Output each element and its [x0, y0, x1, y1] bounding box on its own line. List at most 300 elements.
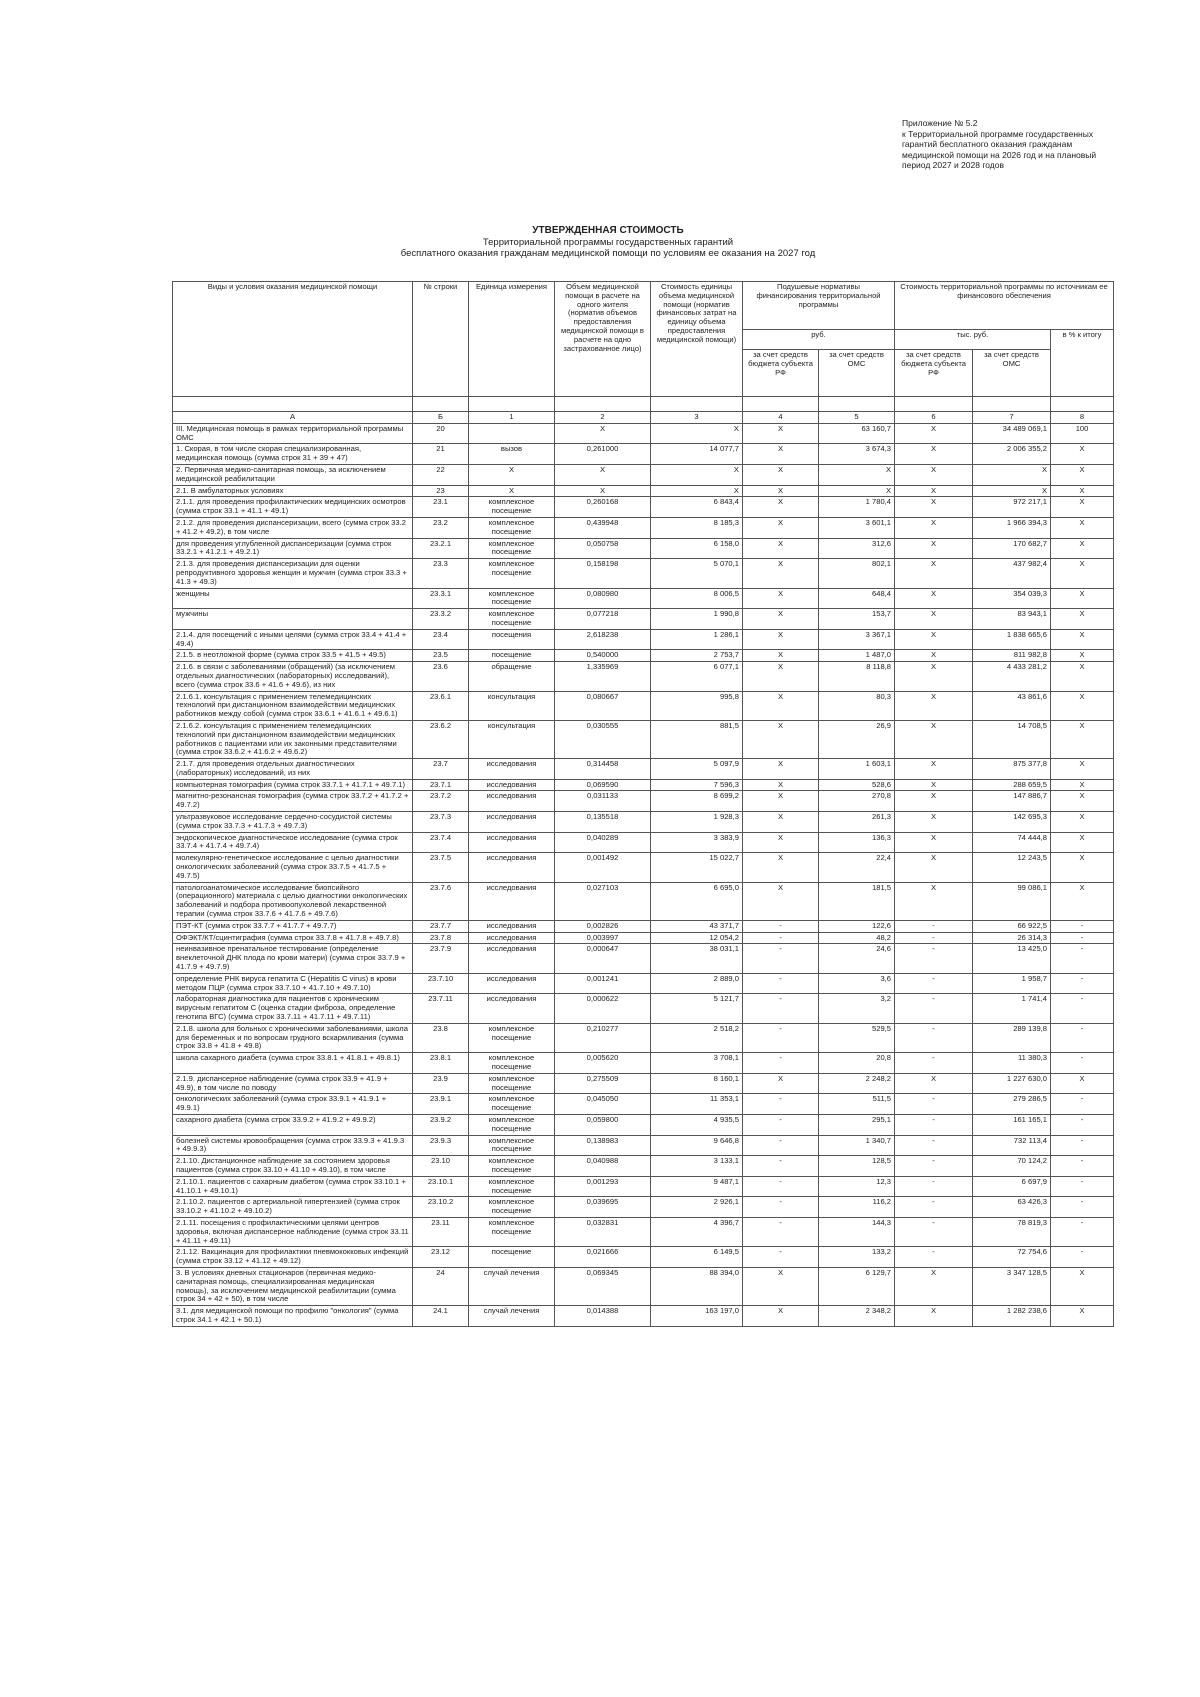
cell-percent: - — [1051, 932, 1114, 944]
cell-unit-cost: 2 518,2 — [651, 1023, 743, 1052]
cell-oms-cost: 3 347 128,5 — [973, 1267, 1051, 1305]
cell-row-number: 23.9.3 — [413, 1135, 469, 1156]
cell-percent: - — [1051, 944, 1114, 973]
table-row — [173, 720, 1114, 758]
cell-unit-cost: 11 353,1 — [651, 1094, 743, 1115]
cell-budget-cost: X — [895, 538, 973, 559]
table-row — [173, 779, 1114, 791]
cell-unit: комплексное посещение — [469, 1176, 555, 1197]
cost-table — [172, 281, 1114, 1327]
cell-row-number: 21 — [413, 444, 469, 465]
cell-oms-cost: 2 006 355,2 — [973, 444, 1051, 465]
cell-unit-cost: 6 077,1 — [651, 662, 743, 691]
cell-unit-cost: 8 699,2 — [651, 791, 743, 812]
cell-oms-cost: 972 217,1 — [973, 497, 1051, 518]
cell-kind: патологоанатомическое исследование биопсийного (операционного) материала с целью диагностики онкологических заболеваний и подбора противоопухолевой лекарственной терапии (сумма строк 33.7.6 + 41.7.6 + 49.7.6) — [173, 882, 413, 920]
cell-volume: 0,210277 — [555, 1023, 651, 1052]
cell-unit: исследования — [469, 920, 555, 932]
cell-oms-per-capita: 144,3 — [819, 1217, 895, 1246]
table-row — [173, 1306, 1114, 1327]
cell-budget-cost: X — [895, 497, 973, 518]
cell-unit: X — [469, 485, 555, 497]
cell-unit: исследования — [469, 994, 555, 1023]
cell-oms-per-capita: 133,2 — [819, 1247, 895, 1268]
cell-volume: 0,000647 — [555, 944, 651, 973]
cell-row-number: 23.7 — [413, 759, 469, 780]
header-oms: за счет средств ОМС — [819, 350, 895, 397]
table-row — [173, 1247, 1114, 1268]
table-row — [173, 423, 1114, 444]
cell-oms-cost: 4 433 281,2 — [973, 662, 1051, 691]
header-unit-cost: Стоимость единицы объема медицинской помощи (норматив финансовых затрат на единицу объема предоставления медицинской помощи) — [651, 282, 743, 397]
cell-kind: ультразвуковое исследование сердечно-сосудистой системы (сумма строк 33.7.3 + 41.7.3 + 49.7.3) — [173, 812, 413, 833]
cell-kind: болезней системы кровообращения (сумма строк 33.9.3 + 41.9.3 + 49.9.3) — [173, 1135, 413, 1156]
cell-row-number: 23.8 — [413, 1023, 469, 1052]
cell-oms-cost: 289 139,8 — [973, 1023, 1051, 1052]
cell-volume: 0,314458 — [555, 759, 651, 780]
cell-row-number: 23.1 — [413, 497, 469, 518]
cell-oms-cost: 161 165,1 — [973, 1114, 1051, 1135]
cell-budget-cost: X — [895, 485, 973, 497]
column-code: 8 — [1051, 412, 1114, 424]
cell-budget-per-capita: - — [743, 1176, 819, 1197]
cell-kind: 2.1.3. для проведения диспансеризации для оценки репродуктивного здоровья женщин и мужчин (сумма строк 33.3 + 41.3 + 49.3) — [173, 559, 413, 588]
header-volume: Объем медицинской помощи в расчете на одного жителя (норматив объемов предоставления медицинской помощи в расчете на одно застрахованное лицо) — [555, 282, 651, 397]
table-row — [173, 1114, 1114, 1135]
table-row — [173, 1053, 1114, 1074]
cell-unit-cost: 1 990,8 — [651, 609, 743, 630]
cell-budget-per-capita: X — [743, 559, 819, 588]
cell-volume: 0,031133 — [555, 791, 651, 812]
cell-budget-per-capita: - — [743, 1217, 819, 1246]
cell-unit: комплексное посещение — [469, 1135, 555, 1156]
cell-unit: исследования — [469, 853, 555, 882]
cell-kind: 1. Скорая, в том числе скорая специализированная, медицинская помощь (сумма строк 31 + 39 + 47) — [173, 444, 413, 465]
cell-oms-per-capita: 511,5 — [819, 1094, 895, 1115]
cell-oms-per-capita: 12,3 — [819, 1176, 895, 1197]
cell-budget-per-capita: - — [743, 1135, 819, 1156]
cell-percent: 100 — [1051, 423, 1114, 444]
cell-percent: X — [1051, 779, 1114, 791]
cell-row-number: 23.5 — [413, 650, 469, 662]
cell-unit-cost: 43 371,7 — [651, 920, 743, 932]
cell-oms-cost: 147 886,7 — [973, 791, 1051, 812]
cell-volume: 0,045050 — [555, 1094, 651, 1115]
cell-kind: 2.1. В амбулаторных условиях — [173, 485, 413, 497]
cell-budget-per-capita: X — [743, 444, 819, 465]
cell-percent: X — [1051, 444, 1114, 465]
cell-unit-cost: 9 646,8 — [651, 1135, 743, 1156]
header-thousand-rub: тыс. руб. — [895, 330, 1051, 350]
table-row — [173, 464, 1114, 485]
cell-budget-cost: - — [895, 944, 973, 973]
cell-budget-cost: X — [895, 609, 973, 630]
cell-unit-cost: 6 158,0 — [651, 538, 743, 559]
cell-unit-cost: 3 133,1 — [651, 1156, 743, 1177]
cell-row-number: 23.7.9 — [413, 944, 469, 973]
cell-oms-per-capita: 63 160,7 — [819, 423, 895, 444]
cell-budget-cost: X — [895, 779, 973, 791]
cell-unit: посещение — [469, 1247, 555, 1268]
table-row — [173, 759, 1114, 780]
cell-unit: консультация — [469, 720, 555, 758]
cell-oms-cost: 26 314,3 — [973, 932, 1051, 944]
cell-oms-per-capita: 24,6 — [819, 944, 895, 973]
cell-unit: исследования — [469, 791, 555, 812]
cell-row-number: 23.11 — [413, 1217, 469, 1246]
cell-oms-per-capita: 3,6 — [819, 973, 895, 994]
cell-volume: 0,069590 — [555, 779, 651, 791]
cell-row-number: 23.8.1 — [413, 1053, 469, 1074]
table-row — [173, 812, 1114, 833]
cell-oms-per-capita: 80,3 — [819, 691, 895, 720]
cell-kind: школа сахарного диабета (сумма строк 33.8.1 + 41.8.1 + 49.8.1) — [173, 1053, 413, 1074]
cell-kind: 2. Первичная медико-санитарная помощь, за исключением медицинской реабилитации — [173, 464, 413, 485]
cell-budget-per-capita: - — [743, 1053, 819, 1074]
cell-budget-cost: X — [895, 1306, 973, 1327]
cell-kind: неинвазивное пренатальное тестирование (определение внеклеточной ДНК плода по крови матери) (сумма строк 33.7.9 + 41.7.9 + 49.7.9) — [173, 944, 413, 973]
cell-budget-cost: - — [895, 1114, 973, 1135]
cell-oms-per-capita: 1 340,7 — [819, 1135, 895, 1156]
cell-row-number: 23.7.10 — [413, 973, 469, 994]
cell-budget-per-capita: - — [743, 1197, 819, 1218]
cell-oms-cost: 72 754,6 — [973, 1247, 1051, 1268]
cell-kind: 2.1.8. школа для больных с хроническими заболеваниями, школа для беременных и по вопросам грудного вскармливания (сумма строк 33.8 + 41.8 + 49.8) — [173, 1023, 413, 1052]
cell-budget-cost: X — [895, 662, 973, 691]
cell-row-number: 23.7.5 — [413, 853, 469, 882]
table-row — [173, 882, 1114, 920]
cell-kind: онкологических заболеваний (сумма строк 33.9.1 + 41.9.1 + 49.9.1) — [173, 1094, 413, 1115]
cell-kind: магнитно-резонансная томография (сумма строк 33.7.2 + 41.7.2 + 49.7.2) — [173, 791, 413, 812]
cell-unit: случай лечения — [469, 1306, 555, 1327]
document-title — [172, 225, 1044, 260]
cell-percent: X — [1051, 559, 1114, 588]
cell-unit: комплексное посещение — [469, 1053, 555, 1074]
cell-budget-cost: - — [895, 994, 973, 1023]
cell-budget-per-capita: - — [743, 1247, 819, 1268]
cell-unit-cost: 2 889,0 — [651, 973, 743, 994]
cell-budget-per-capita: X — [743, 517, 819, 538]
appendix-note — [902, 118, 1162, 171]
cell-oms-cost: 1 227 630,0 — [973, 1073, 1051, 1094]
cell-unit: посещения — [469, 629, 555, 650]
table-row — [173, 1073, 1114, 1094]
cell-oms-cost: 78 819,3 — [973, 1217, 1051, 1246]
cell-kind: эндоскопическое диагностическое исследование (сумма строк 33.7.4 + 41.7.4 + 49.7.4) — [173, 832, 413, 853]
cell-oms-cost: 74 444,8 — [973, 832, 1051, 853]
cell-oms-per-capita: 26,9 — [819, 720, 895, 758]
cell-budget-cost: X — [895, 791, 973, 812]
cell-budget-per-capita: X — [743, 720, 819, 758]
cell-row-number: 23.6.1 — [413, 691, 469, 720]
cell-oms-per-capita: 1 780,4 — [819, 497, 895, 518]
cell-unit-cost: 9 487,1 — [651, 1176, 743, 1197]
header-row-number: № строки — [413, 282, 469, 397]
cell-oms-per-capita: 528,6 — [819, 779, 895, 791]
cell-row-number: 24.1 — [413, 1306, 469, 1327]
cell-budget-cost: - — [895, 973, 973, 994]
cell-oms-cost: 1 958,7 — [973, 973, 1051, 994]
cell-budget-per-capita: X — [743, 423, 819, 444]
cell-row-number: 23.7.8 — [413, 932, 469, 944]
cell-percent: - — [1051, 1135, 1114, 1156]
cell-oms-per-capita: 22,4 — [819, 853, 895, 882]
cell-volume: 0,138983 — [555, 1135, 651, 1156]
cell-volume: 0,050758 — [555, 538, 651, 559]
cell-percent: - — [1051, 1197, 1114, 1218]
cell-budget-per-capita: X — [743, 832, 819, 853]
cell-budget-per-capita: X — [743, 882, 819, 920]
cell-volume: 0,002826 — [555, 920, 651, 932]
cell-oms-cost: 43 861,6 — [973, 691, 1051, 720]
cell-volume: 0,069345 — [555, 1267, 651, 1305]
cell-volume: 0,040289 — [555, 832, 651, 853]
cell-volume: 0,005620 — [555, 1053, 651, 1074]
cell-oms-cost: 70 124,2 — [973, 1156, 1051, 1177]
cell-unit-cost: 995,8 — [651, 691, 743, 720]
cell-kind: 2.1.10.1. пациентов с сахарным диабетом (сумма строк 33.10.1 + 41.10.1 + 49.10.1) — [173, 1176, 413, 1197]
cell-budget-per-capita: X — [743, 779, 819, 791]
cell-oms-per-capita: 3 674,3 — [819, 444, 895, 465]
cell-percent: X — [1051, 1073, 1114, 1094]
cell-volume: X — [555, 464, 651, 485]
cell-oms-cost: 14 708,5 — [973, 720, 1051, 758]
cell-unit-cost: 4 396,7 — [651, 1217, 743, 1246]
cell-unit-cost: 8 160,1 — [651, 1073, 743, 1094]
cell-volume: 0,001293 — [555, 1176, 651, 1197]
cell-oms-cost: 170 682,7 — [973, 538, 1051, 559]
table-row — [173, 662, 1114, 691]
cell-unit: комплексное посещение — [469, 559, 555, 588]
cell-percent: - — [1051, 1247, 1114, 1268]
cell-unit: консультация — [469, 691, 555, 720]
cell-unit-cost: 3 383,9 — [651, 832, 743, 853]
header-budget-2: за счет средств бюджета субъекта РФ — [895, 350, 973, 397]
cell-percent: X — [1051, 650, 1114, 662]
cell-budget-per-capita: X — [743, 538, 819, 559]
cell-volume: 0,030555 — [555, 720, 651, 758]
cell-percent: X — [1051, 812, 1114, 833]
cell-row-number: 20 — [413, 423, 469, 444]
table-row — [173, 559, 1114, 588]
cell-oms-per-capita: 153,7 — [819, 609, 895, 630]
cell-budget-cost: X — [895, 1267, 973, 1305]
cell-kind: женщины — [173, 588, 413, 609]
header-budget: за счет средств бюджета субъекта РФ — [743, 350, 819, 397]
table-row — [173, 538, 1114, 559]
cell-volume: 0,260168 — [555, 497, 651, 518]
cell-volume: X — [555, 485, 651, 497]
cell-oms-per-capita: 295,1 — [819, 1114, 895, 1135]
table-row — [173, 1135, 1114, 1156]
cell-budget-cost: - — [895, 1053, 973, 1074]
cell-unit: комплексное посещение — [469, 588, 555, 609]
cell-volume: 0,135518 — [555, 812, 651, 833]
cell-budget-per-capita: X — [743, 650, 819, 662]
cell-budget-per-capita: X — [743, 1267, 819, 1305]
cell-kind: ПЭТ-КТ (сумма строк 33.7.7 + 41.7.7 + 49.7.7) — [173, 920, 413, 932]
cell-unit-cost: 3 708,1 — [651, 1053, 743, 1074]
table-row — [173, 932, 1114, 944]
cell-unit-cost: 8 185,3 — [651, 517, 743, 538]
cell-oms-cost: 1 966 394,3 — [973, 517, 1051, 538]
table-row — [173, 944, 1114, 973]
cell-oms-per-capita: 270,8 — [819, 791, 895, 812]
cell-percent: - — [1051, 1094, 1114, 1115]
cell-budget-cost: X — [895, 464, 973, 485]
cell-volume: 0,261000 — [555, 444, 651, 465]
cell-kind: 2.1.10. Дистанционное наблюдение за состоянием здоровья пациентов (сумма строк 33.10 + 41.10 + 49.10), в том числе — [173, 1156, 413, 1177]
cell-unit: исследования — [469, 812, 555, 833]
cell-unit: посещение — [469, 650, 555, 662]
cell-volume: 0,032831 — [555, 1217, 651, 1246]
header-percent: в % к итогу — [1051, 330, 1114, 397]
table-row — [173, 791, 1114, 812]
column-code: 4 — [743, 412, 819, 424]
cell-row-number: 23.7.2 — [413, 791, 469, 812]
column-codes-row — [173, 412, 1114, 424]
cell-oms-per-capita: 3,2 — [819, 994, 895, 1023]
cell-budget-cost: - — [895, 1247, 973, 1268]
cell-unit: комплексное посещение — [469, 609, 555, 630]
header-unit: Единица измерения — [469, 282, 555, 397]
cell-oms-per-capita: 6 129,7 — [819, 1267, 895, 1305]
cell-budget-cost: X — [895, 812, 973, 833]
cell-budget-per-capita: - — [743, 994, 819, 1023]
table-row — [173, 588, 1114, 609]
cell-budget-cost: X — [895, 423, 973, 444]
table-row — [173, 497, 1114, 518]
cell-percent: X — [1051, 759, 1114, 780]
column-code: 3 — [651, 412, 743, 424]
cell-budget-per-capita: - — [743, 973, 819, 994]
cell-oms-per-capita: 2 348,2 — [819, 1306, 895, 1327]
cell-volume: 0,080980 — [555, 588, 651, 609]
cell-volume: 0,003997 — [555, 932, 651, 944]
cell-percent: X — [1051, 1267, 1114, 1305]
cell-budget-cost: X — [895, 720, 973, 758]
cell-oms-per-capita: 3 601,1 — [819, 517, 895, 538]
table-row — [173, 832, 1114, 853]
cell-unit: комплексное посещение — [469, 1217, 555, 1246]
cell-unit-cost: 8 006,5 — [651, 588, 743, 609]
cell-percent: - — [1051, 1114, 1114, 1135]
cell-budget-per-capita: - — [743, 932, 819, 944]
cell-oms-cost: 11 380,3 — [973, 1053, 1051, 1074]
appendix-line: медицинской помощи на 2026 год и на плановый — [902, 149, 1097, 160]
cell-percent: - — [1051, 920, 1114, 932]
cell-unit-cost: 5 097,9 — [651, 759, 743, 780]
cell-volume: 0,077218 — [555, 609, 651, 630]
cell-kind: определение РНК вируса гепатита C (Hepatitis C virus) в крови методом ПЦР (сумма строк 33.7.10 + 41.7.10 + 49.7.10) — [173, 973, 413, 994]
cell-unit: комплексное посещение — [469, 517, 555, 538]
cell-unit: комплексное посещение — [469, 1023, 555, 1052]
cell-budget-cost: X — [895, 832, 973, 853]
header-program-cost: Стоимость территориальной программы по источникам ее финансового обеспечения — [895, 282, 1114, 330]
table-row — [173, 1023, 1114, 1052]
cell-budget-per-capita: X — [743, 662, 819, 691]
cell-row-number: 23.3.2 — [413, 609, 469, 630]
cell-oms-per-capita: 116,2 — [819, 1197, 895, 1218]
cell-budget-cost: X — [895, 588, 973, 609]
cell-percent: X — [1051, 609, 1114, 630]
cell-unit-cost: 6 149,5 — [651, 1247, 743, 1268]
cell-row-number: 23.9 — [413, 1073, 469, 1094]
title-line-2: Территориальной программы государственных гарантий — [482, 236, 734, 248]
cell-row-number: 22 — [413, 464, 469, 485]
cell-kind: для проведения углубленной диспансеризации (сумма строк 33.2.1 + 41.2.1 + 49.2.1) — [173, 538, 413, 559]
cell-unit: комплексное посещение — [469, 1197, 555, 1218]
table-row — [173, 691, 1114, 720]
table-body — [173, 423, 1114, 1326]
cell-budget-per-capita: X — [743, 812, 819, 833]
cell-unit-cost: 88 394,0 — [651, 1267, 743, 1305]
cell-percent: X — [1051, 882, 1114, 920]
cell-percent: X — [1051, 832, 1114, 853]
cell-oms-cost: 6 697,9 — [973, 1176, 1051, 1197]
cell-budget-per-capita: X — [743, 464, 819, 485]
cell-kind: III. Медицинская помощь в рамках территориальной программы ОМС — [173, 423, 413, 444]
cell-budget-per-capita: X — [743, 1073, 819, 1094]
cell-unit-cost: 163 197,0 — [651, 1306, 743, 1327]
cell-row-number: 23.7.11 — [413, 994, 469, 1023]
cell-oms-per-capita: 122,6 — [819, 920, 895, 932]
cell-oms-per-capita: 648,4 — [819, 588, 895, 609]
cell-unit: исследования — [469, 944, 555, 973]
cell-volume: 0,059800 — [555, 1114, 651, 1135]
cell-oms-per-capita: 529,5 — [819, 1023, 895, 1052]
cell-oms-cost: 1 838 665,6 — [973, 629, 1051, 650]
cell-percent: X — [1051, 1306, 1114, 1327]
cell-budget-per-capita: X — [743, 853, 819, 882]
cell-volume: 0,021666 — [555, 1247, 651, 1268]
cell-volume: 0,027103 — [555, 882, 651, 920]
cell-unit: комплексное посещение — [469, 1156, 555, 1177]
cell-row-number: 24 — [413, 1267, 469, 1305]
title-line-1: УТВЕРЖДЕННАЯ СТОИМОСТЬ — [532, 225, 684, 236]
table-row — [173, 629, 1114, 650]
cell-kind: сахарного диабета (сумма строк 33.9.2 + 41.9.2 + 49.9.2) — [173, 1114, 413, 1135]
cell-kind: 3. В условиях дневных стационаров (первичная медико-санитарная помощь, специализированная медицинская помощь), за исключением медицинской реабилитации (сумма строк 34 + 42 + 50), в том числе — [173, 1267, 413, 1305]
cell-unit-cost: X — [651, 485, 743, 497]
cell-unit-cost: X — [651, 464, 743, 485]
cell-unit: исследования — [469, 932, 555, 944]
cell-unit — [469, 423, 555, 444]
table-row — [173, 1267, 1114, 1305]
cell-unit-cost: 14 077,7 — [651, 444, 743, 465]
cell-row-number: 23.3.1 — [413, 588, 469, 609]
cell-volume: 0,001492 — [555, 853, 651, 882]
cell-kind: лабораторная диагностика для пациентов с хроническим вирусным гепатитом C (оценка стадии фиброза, определение генотипа ВГС) (сумма строк 33.7.11 + 41.7.11 + 49.7.11) — [173, 994, 413, 1023]
cell-budget-cost: X — [895, 691, 973, 720]
cell-oms-per-capita: 802,1 — [819, 559, 895, 588]
cell-percent: - — [1051, 1176, 1114, 1197]
cell-budget-per-capita: - — [743, 1156, 819, 1177]
table-row — [173, 609, 1114, 630]
cell-budget-cost: X — [895, 853, 973, 882]
cell-budget-cost: - — [895, 1217, 973, 1246]
table-row — [173, 517, 1114, 538]
cell-kind: 2.1.5. в неотложной форме (сумма строк 33.5 + 41.5 + 49.5) — [173, 650, 413, 662]
cell-oms-cost: 13 425,0 — [973, 944, 1051, 973]
cell-kind: ОФЭКТ/КТ/сцинтиграфия (сумма строк 33.7.8 + 41.7.8 + 49.7.8) — [173, 932, 413, 944]
column-code: 6 — [895, 412, 973, 424]
cell-kind: 2.1.9. диспансерное наблюдение (сумма строк 33.9 + 41.9 + 49.9), в том числе по поводу — [173, 1073, 413, 1094]
cell-budget-per-capita: X — [743, 629, 819, 650]
cell-oms-cost: 288 659,5 — [973, 779, 1051, 791]
column-code: Б — [413, 412, 469, 424]
cell-oms-per-capita: 261,3 — [819, 812, 895, 833]
